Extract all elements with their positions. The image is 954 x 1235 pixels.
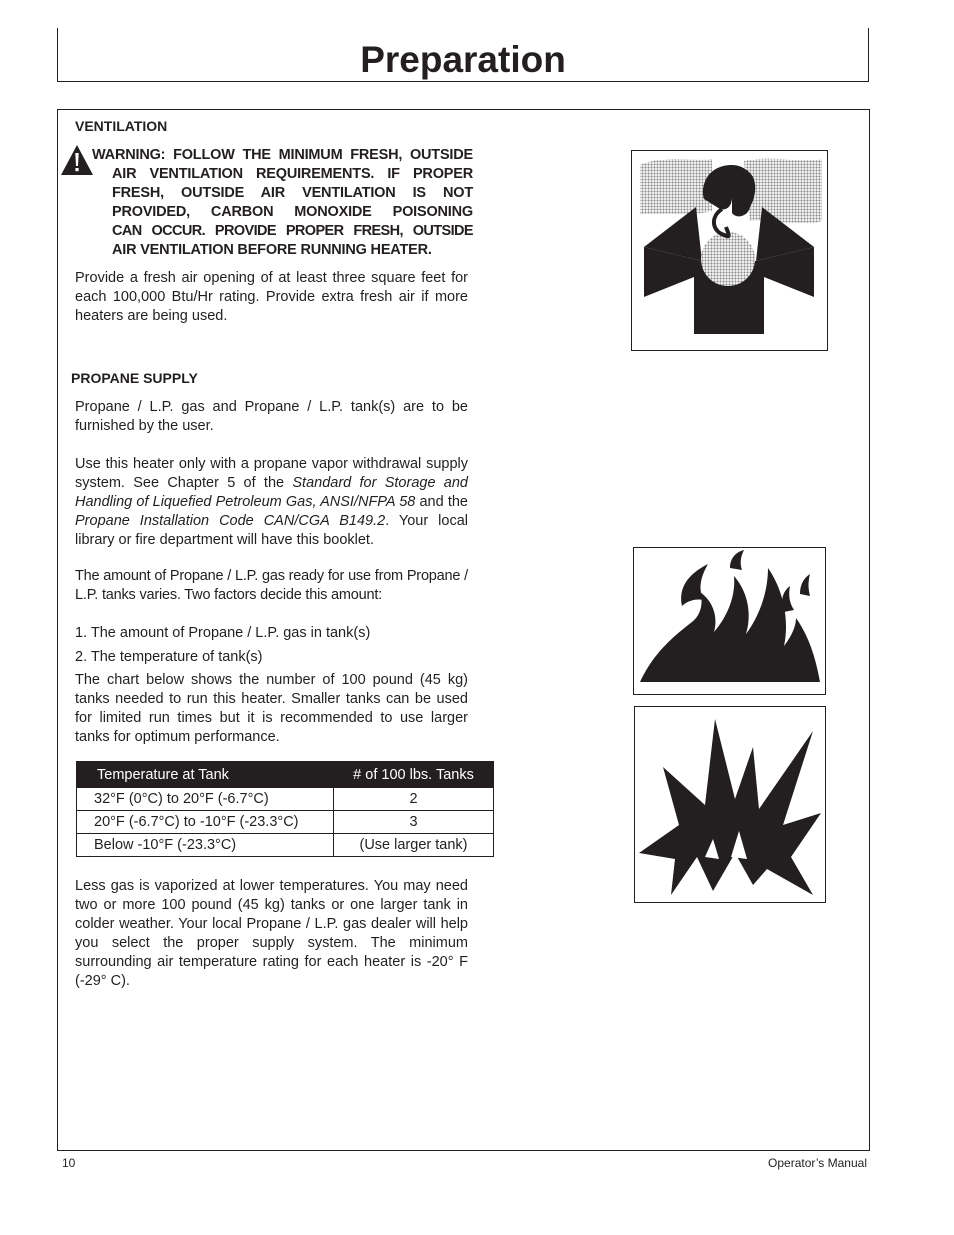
warning-line: FRESH, OUTSIDE AIR VENTILATION IS NOT: [112, 185, 473, 201]
column-header-tanks: # of 100 lbs. Tanks: [334, 762, 494, 788]
table-row: [77, 811, 494, 834]
warning-line: AIR VENTILATION BEFORE RUNNING HEATER.: [112, 242, 432, 258]
column-header-temperature: Temperature at Tank: [77, 762, 334, 788]
propane-paragraph-1: Propane / L.P. gas and Propane / L.P. tank(s) are to be furnished by the user.: [75, 399, 468, 434]
table-row: [77, 834, 494, 857]
warning-line: AIR VENTILATION REQUIREMENTS. IF PROPER: [112, 166, 473, 182]
warning-line: WARNING: FOLLOW THE MINIMUM FRESH, OUTSIDE: [92, 147, 473, 163]
table-row: [77, 788, 494, 811]
tank-chart-table: [76, 761, 494, 857]
warning-line: CAN OCCUR. PROVIDE PROPER FRESH, OUTSIDE: [112, 223, 473, 239]
code-reference: Propane Installation Code CAN/CGA B149.2: [75, 513, 386, 529]
propane-paragraph-5: Less gas is vaporized at lower temperatures. You may need two or more 100 pound (45 kg) tanks or one larger tank in colder weather. Your local Propane / L.P. gas dealer will help you select the proper supply system. The minimum surrounding air temperature rating for each heater is -20° F (-29° C).: [75, 878, 468, 989]
table-cell: (Use larger tank): [334, 834, 494, 857]
ventilation-heading: VENTILATION: [75, 118, 168, 134]
text-span: . Your local library or fire department will have this booklet.: [75, 513, 468, 548]
page-title: Preparation: [360, 39, 566, 80]
explosion-hazard-picture: [634, 706, 826, 903]
text-span: and the: [415, 494, 468, 510]
table-cell: 20°F (-6.7°C) to -10°F (-23.3°C): [77, 811, 334, 834]
propane-paragraph-4: The chart below shows the number of 100 pound (45 kg) tanks needed to run this heater. Smaller tanks can be used for limited run times but it is recommended to use larger tanks for optimum performance.: [75, 672, 468, 745]
propane-paragraph-2: [75, 455, 468, 550]
list-item: 2. The temperature of tank(s): [75, 649, 263, 665]
standard-reference: Standard for Storage and Handling of Liquefied Petroleum Gas, ANSI/NFPA 58: [75, 475, 468, 510]
ventilation-warning: [92, 146, 473, 260]
ventilation-body: Provide a fresh air opening of at least three square feet for each 100,000 Btu/Hr rating. Provide extra fresh air if more heaters are being used.: [75, 270, 468, 324]
table-cell: 2: [334, 788, 494, 811]
inhalation-hazard-picture: [631, 150, 828, 351]
table-cell: 32°F (0°C) to 20°F (-6.7°C): [77, 788, 334, 811]
footer-manual-title: Operator’s Manual: [768, 1156, 867, 1170]
list-item: 1. The amount of Propane / L.P. gas in tank(s): [75, 625, 371, 641]
fire-hazard-picture: [633, 547, 826, 695]
page-number: 10: [62, 1156, 76, 1170]
propane-paragraph-3: The amount of Propane / L.P. gas ready for use from Propane / L.P. tanks varies. Two factors decide this amount:: [75, 568, 468, 603]
warning-triangle-icon: [60, 144, 94, 176]
table-cell: Below -10°F (-23.3°C): [77, 834, 334, 857]
text-span: Use this heater only with a propane vapor withdrawal supply system. See Chapter 5 of the: [75, 456, 468, 491]
carbon-monoxide-inhalation-icon: [632, 151, 826, 349]
fire-hazard-icon: [634, 548, 824, 693]
propane-heading: PROPANE SUPPLY: [71, 370, 198, 386]
title-box: [57, 28, 869, 82]
explosion-hazard-icon: [635, 707, 824, 901]
table-cell: 3: [334, 811, 494, 834]
table-header-row: [77, 762, 494, 788]
warning-line: PROVIDED, CARBON MONOXIDE POISONING: [112, 204, 473, 220]
